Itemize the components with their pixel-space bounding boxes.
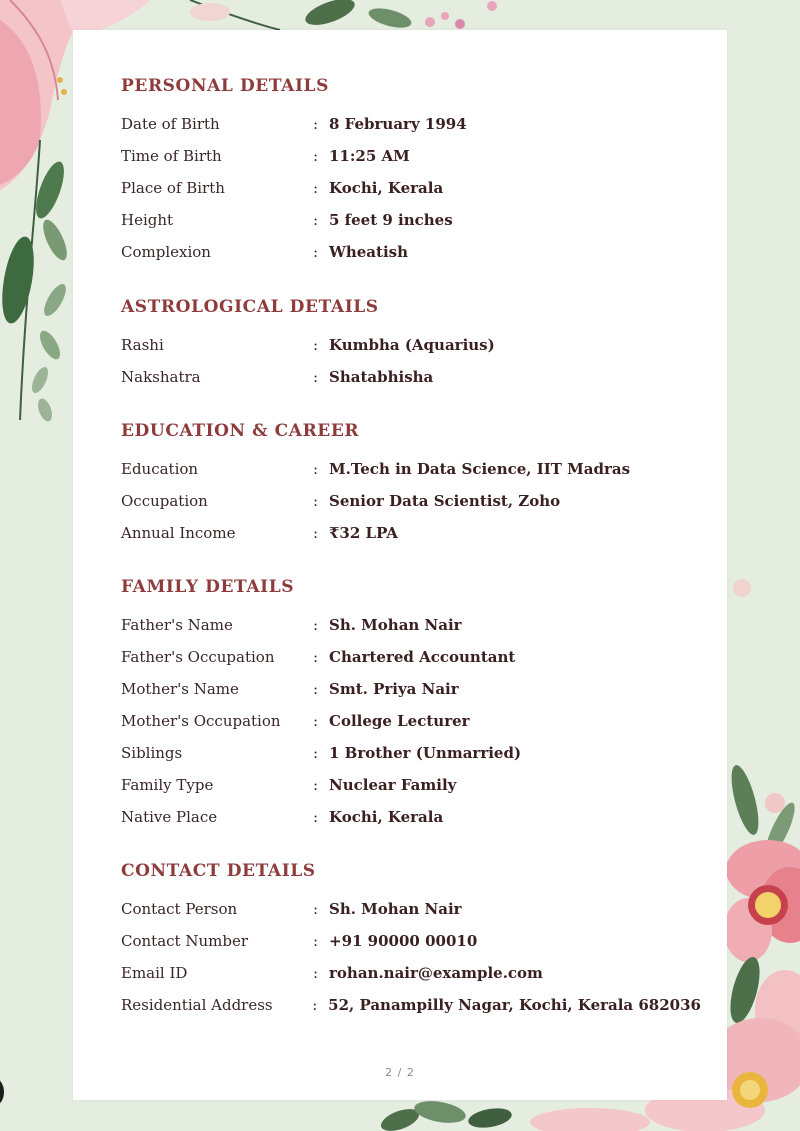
field-label: Email ID	[121, 964, 188, 982]
field-value: Sh. Mohan Nair	[329, 900, 462, 918]
field-value: ₹32 LPA	[329, 524, 398, 542]
field-label: Mother's Name	[121, 680, 239, 698]
field-value: Kochi, Kerala	[329, 808, 444, 826]
field-value: 11:25 AM	[329, 147, 410, 165]
section-astrological-details	[121, 295, 701, 393]
separator: :	[313, 616, 319, 634]
field-value: 5 feet 9 inches	[329, 211, 453, 229]
separator: :	[313, 900, 319, 918]
field-label: Contact Number	[121, 932, 248, 950]
detail-row	[121, 641, 701, 673]
separator: :	[313, 932, 319, 950]
field-value: Chartered Accountant	[329, 648, 516, 666]
separator: :	[313, 964, 319, 982]
detail-row	[121, 172, 701, 204]
separator: :	[313, 648, 319, 666]
section-heading: EDUCATION & CAREER	[121, 421, 360, 441]
field-value: 8 February 1994	[329, 115, 467, 133]
section-contact-details	[121, 859, 701, 1021]
separator: :	[313, 744, 319, 762]
detail-row	[121, 801, 701, 833]
field-value: Kumbha (Aquarius)	[329, 336, 495, 354]
field-value: Senior Data Scientist, Zoho	[329, 492, 561, 510]
field-value: Shatabhisha	[329, 368, 434, 386]
detail-row	[121, 361, 701, 393]
section-heading: CONTACT DETAILS	[121, 861, 316, 881]
field-label: Complexion	[121, 243, 211, 261]
detail-row	[121, 108, 701, 140]
page-number: 2 / 2	[385, 1066, 415, 1079]
separator: :	[312, 996, 318, 1014]
field-label: Father's Occupation	[121, 648, 275, 666]
field-value: rohan.nair@example.com	[329, 964, 543, 982]
separator: :	[313, 680, 319, 698]
section-heading: FAMILY DETAILS	[121, 577, 295, 597]
field-value: 52, Panampilly Nagar, Kochi, Kerala 682036	[328, 996, 701, 1014]
detail-row	[121, 957, 701, 989]
field-label: Annual Income	[121, 524, 236, 542]
field-label: Education	[121, 460, 199, 478]
detail-row	[121, 769, 701, 801]
detail-row	[121, 737, 701, 769]
detail-row	[121, 673, 701, 705]
separator: :	[313, 147, 319, 165]
detail-row	[121, 329, 701, 361]
field-label: Residential Address	[121, 996, 273, 1014]
field-label: Occupation	[121, 492, 208, 510]
field-label: Family Type	[121, 776, 214, 794]
detail-row	[121, 453, 701, 485]
section-family-details	[121, 575, 701, 833]
section-heading: PERSONAL DETAILS	[121, 76, 329, 96]
section-personal-details	[121, 74, 701, 268]
detail-row	[121, 485, 701, 517]
separator: :	[313, 524, 319, 542]
field-label: Mother's Occupation	[121, 712, 281, 730]
separator: :	[313, 115, 319, 133]
field-value: College Lecturer	[329, 712, 470, 730]
section-heading: ASTROLOGICAL DETAILS	[121, 297, 379, 317]
detail-row	[121, 925, 701, 957]
field-value: Nuclear Family	[329, 776, 457, 794]
separator: :	[313, 179, 319, 197]
field-value: Kochi, Kerala	[329, 179, 444, 197]
separator: :	[313, 243, 319, 261]
field-label: Height	[121, 211, 174, 229]
field-label: Nakshatra	[121, 368, 201, 386]
detail-row	[121, 609, 701, 641]
biodata-page	[73, 30, 727, 1100]
detail-row	[121, 236, 701, 268]
detail-row	[121, 517, 701, 549]
detail-row	[121, 140, 701, 172]
field-value: +91 90000 00010	[329, 932, 478, 950]
separator: :	[313, 336, 319, 354]
detail-row	[121, 989, 701, 1021]
separator: :	[313, 492, 319, 510]
field-label: Place of Birth	[121, 179, 225, 197]
field-label: Siblings	[121, 744, 183, 762]
field-value: Smt. Priya Nair	[329, 680, 459, 698]
field-label: Father's Name	[121, 616, 233, 634]
separator: :	[313, 808, 319, 826]
field-value: 1 Brother (Unmarried)	[329, 744, 522, 762]
field-label: Date of Birth	[121, 115, 220, 133]
field-label: Time of Birth	[121, 147, 222, 165]
detail-row	[121, 204, 701, 236]
section-education-career	[121, 419, 701, 549]
detail-row	[121, 705, 701, 737]
field-label: Contact Person	[121, 900, 238, 918]
field-label: Native Place	[121, 808, 218, 826]
separator: :	[313, 368, 319, 386]
field-value: M.Tech in Data Science, IIT Madras	[329, 460, 631, 478]
field-value: Sh. Mohan Nair	[329, 616, 462, 634]
top-leaves	[190, 0, 497, 31]
separator: :	[313, 712, 319, 730]
field-value: Wheatish	[329, 243, 408, 261]
detail-row	[121, 893, 701, 925]
bottom-leaves	[378, 1098, 650, 1131]
field-label: Rashi	[121, 336, 164, 354]
separator: :	[313, 211, 319, 229]
separator: :	[313, 776, 319, 794]
separator: :	[313, 460, 319, 478]
